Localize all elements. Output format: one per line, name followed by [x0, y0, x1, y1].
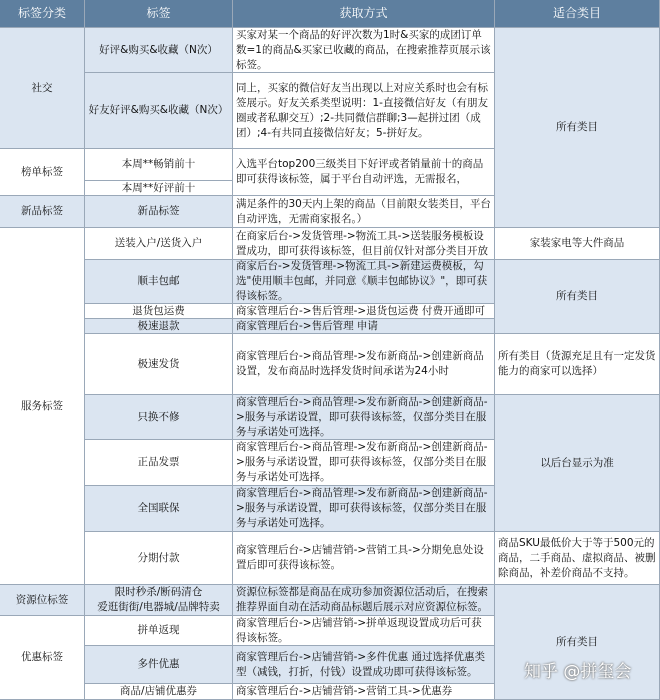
category-new-product: 新品标签 [0, 196, 85, 228]
tag-friend-review: 好友好评&购买&收藏（N次） [85, 73, 233, 149]
header-category: 标签分类 [0, 0, 85, 28]
method-fast-shipping: 商家管理后台->商品管理->发布新商品->创建新商品设置，发布商品时选择发货时间承诺为24小时 [233, 334, 495, 395]
tag-official-invoice: 正品发票 [85, 440, 233, 486]
suitable-fast-shipping: 所有类目（货源充足且有一定发货能力的商家可以选择） [495, 334, 660, 395]
category-ranking: 榜单标签 [0, 149, 85, 196]
tag-weekly-bestseller: 本周**畅销前十 [85, 149, 233, 181]
tag-national-warranty: 全国联保 [85, 486, 233, 532]
header-method: 获取方式 [233, 0, 495, 28]
tag-coupon: 商品/店铺优惠券 [85, 684, 233, 700]
method-friend-review: 同上，买家的微信好友当出现以上对应关系时也会有标签展示。好友关系类型说明：1-直接微信好友（有朋友圈或者私聊交互）;2-共同微信群聊;3—起拼过团（成团）;4-有共同直接微信好友；5-拼好友。 [233, 73, 495, 149]
tag-sf-free-shipping: 顺丰包邮 [85, 260, 233, 304]
tag-fast-shipping: 极速发货 [85, 334, 233, 395]
tag-good-review: 好评&购买&收藏（N次） [85, 28, 233, 73]
suitable-installment: 商品SKU最低价大于等于500元的商品，二手商品、虚拟商品、被删除商品，补差价商品不支持。 [495, 532, 660, 585]
tag-home-delivery: 送装入户/送货入户 [85, 228, 233, 260]
suitable-resource-promotion: 所有类目 [495, 585, 660, 700]
category-social: 社交 [0, 28, 85, 149]
method-ranking: 入选平台top200三级类目下好评或者销量前十的商品即可获得该标签，属于平台自动评选，无需报名， [233, 149, 495, 196]
method-replace-not-repair: 商家管理后台->商品管理->发布新商品->创建新商品->服务与承诺设置，即可获得该标签，仅部分类目在服务与承诺处可选择。 [233, 395, 495, 440]
method-group-cashback: 商家管理后台->店铺营销->拼单返现设置成功后可获得该标签。 [233, 616, 495, 646]
category-promotion: 优惠标签 [0, 616, 85, 700]
method-coupon: 商家管理后台->店铺营销->营销工具->优惠券 [233, 684, 495, 700]
tag-replace-not-repair: 只换不修 [85, 395, 233, 440]
tag-weekly-top-rated: 本周**好评前十 [85, 181, 233, 196]
tag-resource-slots [85, 585, 233, 616]
method-fast-refund: 商家管理后台->售后管理 申请 [233, 319, 495, 334]
suitable-home-delivery: 家装家电等大件商品 [495, 228, 660, 260]
tag-fast-refund: 极速退款 [85, 319, 233, 334]
method-multi-item-discount: 商家管理后台->店铺营销->多件优惠 通过选择优惠类型（减钱，打折，付钱）设置成功即可获得该标签。 [233, 646, 495, 684]
category-service: 服务标签 [0, 228, 85, 585]
tag-flash-sale: 限时秒杀/断码清仓 [114, 586, 203, 598]
method-new-product: 满足条件的30天内上架的商品（目前限女装类目，平台自动评选，无需商家报名。） [233, 196, 495, 228]
suitable-services: 以后台显示为准 [495, 395, 660, 532]
method-installment: 商家管理后台->店铺营销->营销工具->分期免息处设置后即可获得该标签。 [233, 532, 495, 585]
method-return-shipping: 商家管理后台->售后管理->退货包运费 付费开通即可 [233, 304, 495, 319]
category-resource: 资源位标签 [0, 585, 85, 616]
tag-multi-item-discount: 多件优惠 [85, 646, 233, 684]
method-official-invoice: 商家管理后台->商品管理->发布新商品->创建新商品->服务与承诺设置，即可获得该标签，仅部分类目在服务与承诺处可选择。 [233, 440, 495, 486]
suitable-shipping-refund: 所有类目 [495, 260, 660, 334]
tag-installment: 分期付款 [85, 532, 233, 585]
method-resource-slots: 资源位标签都是商品在成功参加资源位活动后，在搜索推荐界面自动在活动商品标题后展示对应资源位标签。 [233, 585, 495, 616]
method-home-delivery: 在商家后台->发货管理->物流工具->送装服务模板设置成功，即可获得该标签，但目前仅针对部分类目开放 [233, 228, 495, 260]
header-tag: 标签 [85, 0, 233, 28]
tag-new-product: 新品标签 [85, 196, 233, 228]
tag-return-shipping: 退货包运费 [85, 304, 233, 319]
tag-group-cashback: 拼单返现 [85, 616, 233, 646]
tag-brand-sale: 爱逛街街/电器城/品牌特卖 [97, 601, 220, 613]
header-suitable: 适合类目 [495, 0, 660, 28]
suitable-social-ranking-new: 所有类目 [495, 28, 660, 228]
method-national-warranty: 商家管理后台->商品管理->发布新商品->创建新商品->服务与承诺设置，即可获得该标签，仅部分类目在服务与承诺处可选择。 [233, 486, 495, 532]
method-sf-free-shipping: 商家后台->发货管理->物流工具->新建运费模板，勾选"使用顺丰包邮，并同意《顺丰包邮协议》"，即可获得该标签。 [233, 260, 495, 304]
method-good-review: 买家对某一个商品的好评次数为1时&买家的成团订单数=1的商品&买家已收藏的商品，在搜索推荐页展示该标签。 [233, 28, 495, 73]
watermark: 知乎 @拼玺会 [524, 662, 632, 682]
